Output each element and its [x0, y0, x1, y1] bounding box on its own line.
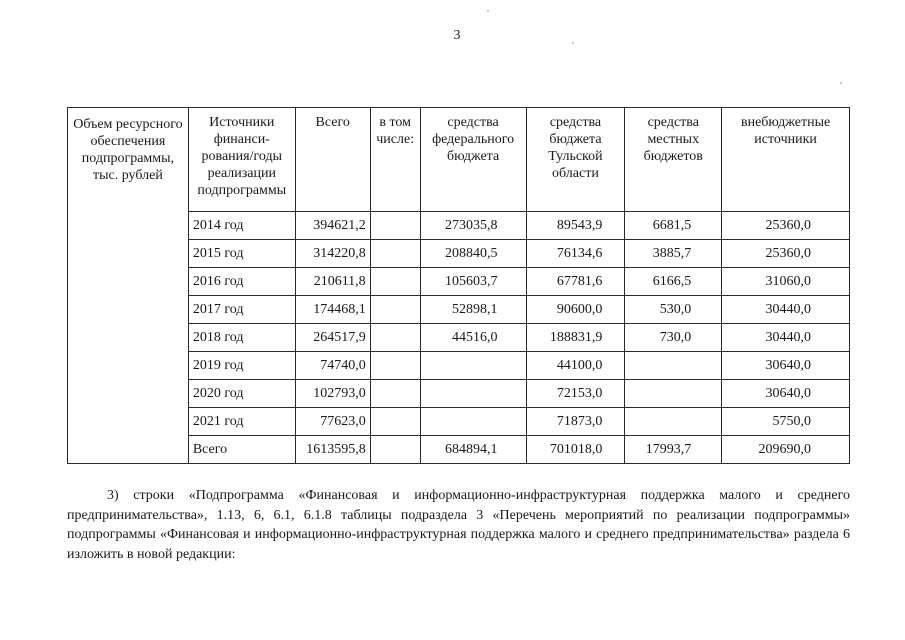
- value-cell: 74740,0: [295, 352, 370, 380]
- header-cell: Всего: [295, 108, 370, 212]
- value-cell: [625, 352, 722, 380]
- value-cell: 105603,7: [420, 268, 526, 296]
- value-cell: 71873,0: [526, 408, 625, 436]
- resource-table: [67, 107, 850, 464]
- value-cell: [370, 212, 420, 240]
- value-cell: 5750,0: [722, 408, 850, 436]
- value-cell: 210611,8: [295, 268, 370, 296]
- value-cell: [370, 324, 420, 352]
- value-cell: 684894,1: [420, 436, 526, 464]
- value-cell: [370, 352, 420, 380]
- value-cell: 77623,0: [295, 408, 370, 436]
- value-cell: 174468,1: [295, 296, 370, 324]
- year-cell: 2021 год: [188, 408, 295, 436]
- header-cell: внебюджетные источники: [722, 108, 850, 212]
- header-cell: средства местных бюджетов: [625, 108, 722, 212]
- paragraph-text: 3) строки «Подпрограмма «Финансовая и информационно-инфраструктурная поддержка малого и среднего предпринимательства», 1.13, 6, 6.1, 6.1.8 таблицы подраздела 3 «Перечень мероприятий по реализации подпрограммы» подпрограммы «Финансовая и информационно-инфраструктурная поддержка малого и среднего предпринимательства» раздела 6 изложить в новой редакции:: [67, 488, 850, 562]
- value-cell: [625, 408, 722, 436]
- value-cell: 89543,9: [526, 212, 625, 240]
- value-cell: 730,0: [625, 324, 722, 352]
- value-cell: [625, 380, 722, 408]
- value-cell: 76134,6: [526, 240, 625, 268]
- value-cell: 30440,0: [722, 296, 850, 324]
- value-cell: 30440,0: [722, 324, 850, 352]
- header-cell: Источники финанси-рования/годы реализации подпрограммы: [188, 108, 295, 212]
- value-cell: 102793,0: [295, 380, 370, 408]
- value-cell: 25360,0: [722, 212, 850, 240]
- value-cell: 52898,1: [420, 296, 526, 324]
- value-cell: 90600,0: [526, 296, 625, 324]
- value-cell: 25360,0: [722, 240, 850, 268]
- value-cell: 31060,0: [722, 268, 850, 296]
- header-row: [68, 108, 850, 212]
- value-cell: 208840,5: [420, 240, 526, 268]
- year-cell: 2017 год: [188, 296, 295, 324]
- header-cell: в том числе:: [370, 108, 420, 212]
- page-number: 3: [453, 28, 461, 43]
- value-cell: 3885,7: [625, 240, 722, 268]
- value-cell: 701018,0: [526, 436, 625, 464]
- value-cell: 209690,0: [722, 436, 850, 464]
- value-cell: 273035,8: [420, 212, 526, 240]
- value-cell: [370, 240, 420, 268]
- scan-speck: [487, 10, 489, 12]
- year-cell: 2019 год: [188, 352, 295, 380]
- value-cell: [370, 268, 420, 296]
- value-cell: 67781,6: [526, 268, 625, 296]
- scan-speck: [572, 42, 574, 44]
- header-cell: средства бюджета Тульской области: [526, 108, 625, 212]
- year-cell: Всего: [188, 436, 295, 464]
- value-cell: 17993,7: [625, 436, 722, 464]
- year-cell: 2014 год: [188, 212, 295, 240]
- scan-speck: [840, 82, 842, 84]
- value-cell: 188831,9: [526, 324, 625, 352]
- year-cell: 2020 год: [188, 380, 295, 408]
- value-cell: [370, 296, 420, 324]
- row-label-cell: Объем ресурсного обеспечения подпрограммы, тыс. рублей: [68, 108, 189, 464]
- value-cell: [420, 380, 526, 408]
- header-cell: средства федерального бюджета: [420, 108, 526, 212]
- value-cell: 44516,0: [420, 324, 526, 352]
- value-cell: 264517,9: [295, 324, 370, 352]
- year-cell: 2015 год: [188, 240, 295, 268]
- value-cell: 44100,0: [526, 352, 625, 380]
- value-cell: 6166,5: [625, 268, 722, 296]
- body-paragraph: [67, 486, 850, 564]
- value-cell: [370, 408, 420, 436]
- value-cell: 530,0: [625, 296, 722, 324]
- year-cell: 2018 год: [188, 324, 295, 352]
- value-cell: 30640,0: [722, 352, 850, 380]
- year-cell: 2016 год: [188, 268, 295, 296]
- value-cell: [420, 352, 526, 380]
- value-cell: [370, 380, 420, 408]
- value-cell: [420, 408, 526, 436]
- value-cell: 6681,5: [625, 212, 722, 240]
- value-cell: [370, 436, 420, 464]
- value-cell: 314220,8: [295, 240, 370, 268]
- value-cell: 1613595,8: [295, 436, 370, 464]
- value-cell: 30640,0: [722, 380, 850, 408]
- value-cell: 72153,0: [526, 380, 625, 408]
- value-cell: 394621,2: [295, 212, 370, 240]
